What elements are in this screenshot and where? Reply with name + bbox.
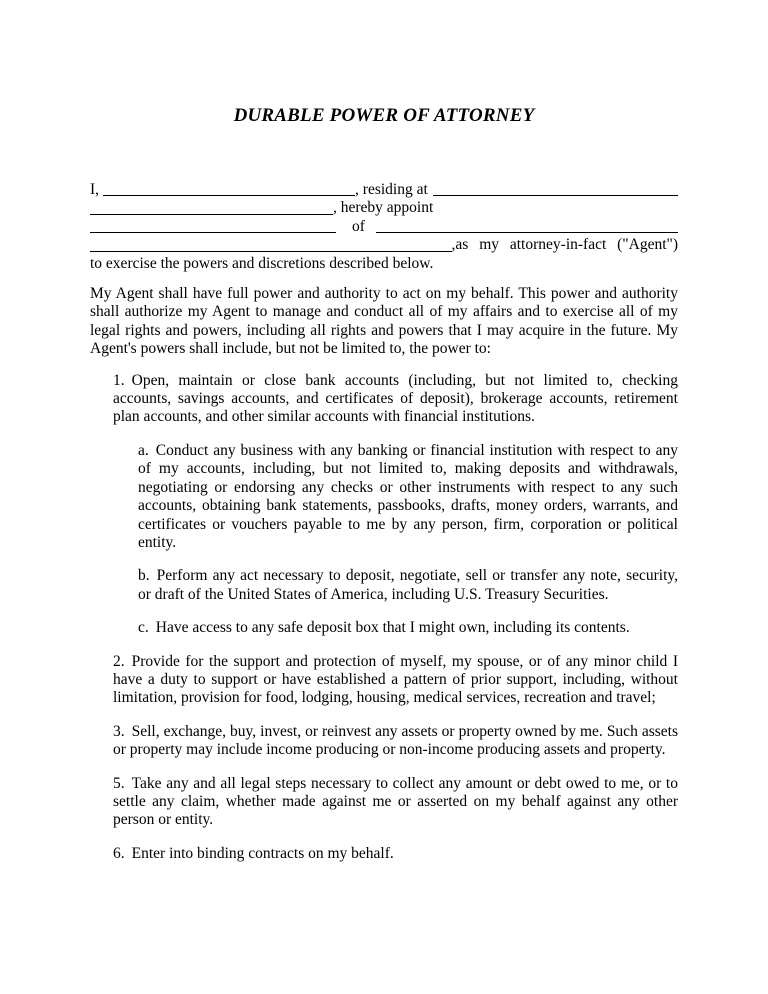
list-item-1c [138, 619, 678, 637]
opening-line-5: to exercise the powers and discretions described below. [90, 254, 434, 272]
agent-address-blank [376, 232, 678, 233]
list-item-5 [113, 775, 678, 830]
agent-name-blank [90, 232, 336, 233]
intro-paragraph: My Agent shall have full power and authority to act on my behalf. This power and authority shall authorize my Agent to manage and conduct all of my affairs and to exercise all of my legal rights and powers, including all rights and powers that I may acquire in the future. My Agent's powers shall include, but not be limited to, the power to: [90, 285, 678, 358]
opening-paragraph [90, 181, 678, 273]
principal-address-blank [433, 195, 678, 196]
item-number: 1. [113, 371, 125, 389]
document-title: DURABLE POWER OF ATTORNEY [233, 105, 535, 126]
opening-line-3 [90, 218, 678, 236]
item-number: 5. [113, 774, 125, 792]
opening-line-2 [90, 199, 678, 217]
principal-address-blank-2 [90, 214, 333, 215]
principal-name-blank [103, 195, 355, 196]
item-text: Conduct any business with any banking or financial institution with respect to any of my accounts, including, but not limited to, making deposits and withdrawals, negotiating or endorsing any checks or other instruments with respect to any such accounts, obtaining bank statements, passbooks, drafts, money orders, warrants, and certificates or vouchers payable to me by any person, firm, corporation or political entity. [138, 441, 678, 551]
opening-line-1 [90, 181, 678, 199]
item-text: Have access to any safe deposit box that I might own, including its contents. [155, 619, 630, 637]
opening-line-4-suffix: ,as my attorney-in-fact ("Agent") [451, 236, 678, 254]
list-item-1a [138, 442, 678, 552]
item-number: 2. [113, 652, 125, 670]
list-item-6 [113, 845, 678, 863]
item-text: Sell, exchange, buy, invest, or reinvest any assets or property owned by me. Such assets or property may include income producing or non-income producing assets and property. [113, 722, 678, 759]
item-number: 6. [113, 844, 125, 862]
item-number: a. [138, 441, 149, 459]
list-item-1 [113, 372, 678, 427]
item-number: b. [138, 567, 150, 585]
opening-line-1-prefix: I, [90, 181, 100, 198]
item-number: c. [138, 619, 149, 637]
item-text: Perform any act necessary to deposit, negotiate, sell or transfer any note, security, or draft of the United States of America, including U.S. Treasury Securities. [138, 567, 678, 603]
list-item-2 [113, 653, 678, 708]
list-item-1b [138, 567, 678, 604]
opening-line-1-mid: , residing at [355, 181, 428, 198]
item-text: Provide for the support and protection of myself, my spouse, or of any minor child I have a duty to support or have established a pattern of prior support, including, without limitation, provision for food, lodging, housing, medical services, recreation and travel; [113, 652, 678, 707]
opening-line-2-suffix: , hereby appoint [333, 199, 434, 217]
item-text: Take any and all legal steps necessary to collect any amount or debt owed to me, or to settle any claim, whether made against me or asserted on my behalf against any other person or entity. [113, 774, 678, 829]
opening-line-3-mid: of [352, 217, 365, 235]
item-number: 3. [113, 722, 125, 740]
agent-address-blank-2 [90, 251, 452, 252]
opening-line-4 [90, 236, 678, 254]
item-text: Open, maintain or close bank accounts (including, but not limited to, checking accounts, savings accounts, and certificates of deposit), brokerage accounts, retirement plan accounts, and other similar accounts with financial institutions. [113, 371, 678, 426]
list-item-3 [113, 723, 678, 760]
item-text: Enter into binding contracts on my behalf. [131, 844, 394, 862]
